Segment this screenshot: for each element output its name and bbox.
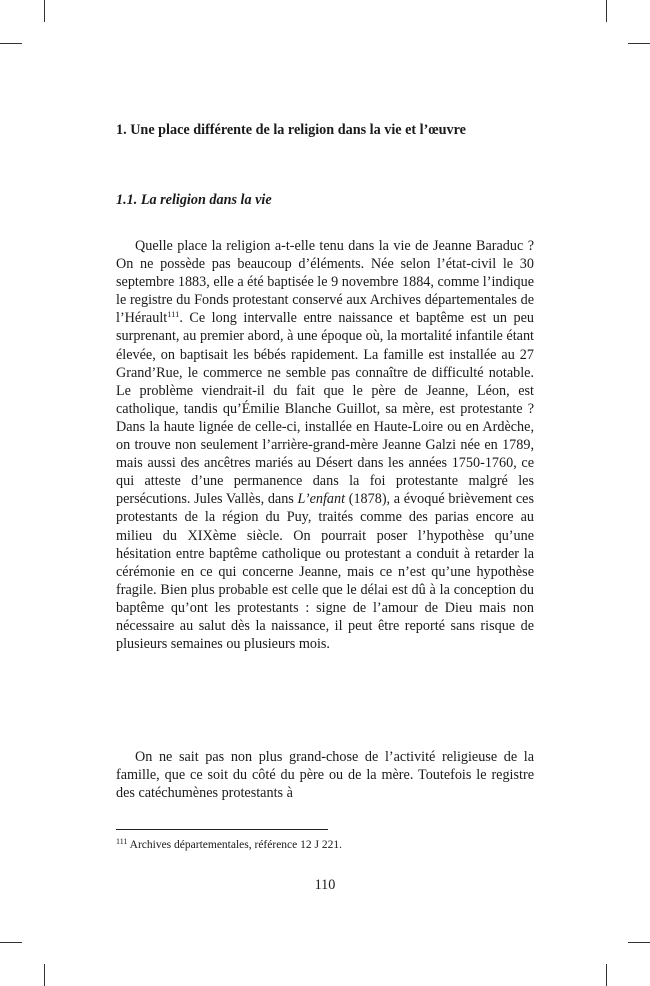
crop-mark [44, 964, 45, 986]
crop-mark [628, 43, 650, 44]
footnote [116, 838, 342, 852]
footnote-divider [116, 829, 328, 830]
footnote-text: Archives départementales, référence 12 J 221. [127, 839, 342, 851]
paragraph-text: . Ce long intervalle entre naissance et baptême est un peu surprenant, au premier abord, à une époque où, la mortalité infantile étant élevée, on baptisait les bébés rapidement. La famille est installée au 27 Grand’Rue, le commerce ne semble pas connaître de difficulté notable. Le problème viendrait-il du fait que le père de Jeanne, Léon, est catholique, tandis qu’Émilie Blanche Guillot, sa mère, est protestante ? Dans la haute lignée de celle-ci, installée en Haute-Loire ou en Ardèche, on trouve non seulement l’arrière-grand-mère Jeanne Galzi née en 1789, mais aussi des ancêtres mariés au Désert dans les années 1750-1760, ce qui atteste d’une permanence dans la foi protestante malgré les persécutions. Jules Vallès, dans [116, 310, 534, 508]
crop-mark [0, 942, 22, 943]
crop-mark [628, 942, 650, 943]
footnote-reference: 111 [167, 309, 180, 320]
section-title: 1. Une place différente de la religion dans la vie et l’œuvre [116, 122, 466, 138]
paragraph [116, 237, 534, 653]
subsection-title: 1.1. La religion dans la vie [116, 192, 272, 208]
crop-mark [0, 43, 22, 44]
paragraph-text: (1878), a évoqué brièvement ces protestants de la région du Puy, traités comme des parias encore au milieu du XIXème siècle. On pourrait poser l’hypothèse qu’une hésitation entre baptême catholique ou protestant a conduit à retarder la cérémonie en ce qui concerne Jeanne, mais ce n’est qu’une hypothèse fragile. Bien plus probable est celle que le délai est dû à la conception du baptême qu’ont les protestants : signe de l’amour de Dieu mais non nécessaire au salut dès la naissance, il peut être reporté sans risque de plusieurs semaines ou plusieurs mois. [116, 491, 534, 653]
footnote-number: 111 [116, 837, 128, 846]
page-number: 110 [314, 877, 336, 893]
paragraph: On ne sait pas non plus grand-chose de l’activité religieuse de la famille, que ce soit du côté du père ou de la mère. Toutefois le registre des catéchumènes protestants à [116, 749, 534, 802]
book-title: L’enfant [297, 491, 346, 508]
crop-mark [44, 0, 45, 22]
paragraph-text: Quelle place la religion a-t-elle tenu dans la vie de Jeanne Baraduc ? On ne possède pas beaucoup d’éléments. Née selon l’état-civil le 30 septembre 1883, elle a été baptisée le 9 novembre 1884, comme l’indique le registre du Fonds protestant conservé aux Archives départementales de l’Hérault [116, 238, 534, 327]
crop-mark [606, 964, 607, 986]
crop-mark [606, 0, 607, 22]
